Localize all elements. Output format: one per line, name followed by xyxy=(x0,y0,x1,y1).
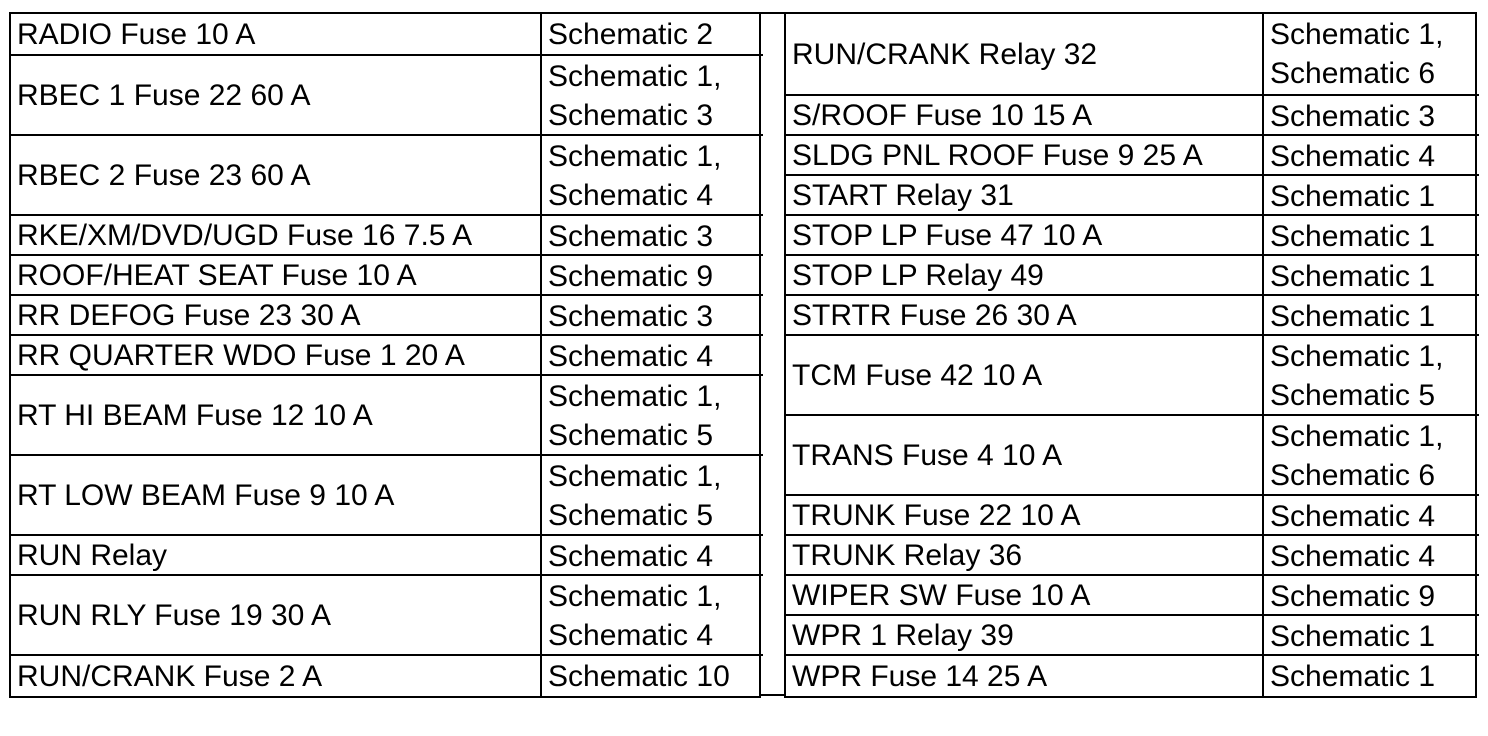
fuse-name-cell: STRTR Fuse 26 30 A xyxy=(786,294,1264,334)
schematic-ref-cell: Schematic 3 xyxy=(542,214,763,254)
schematic-ref-cell: Schematic 1 xyxy=(1264,654,1479,696)
fuse-name-cell: RBEC 2 Fuse 23 60 A xyxy=(11,134,542,214)
schematic-ref-cell: Schematic 1 xyxy=(1264,614,1479,654)
fuse-name-cell: RT HI BEAM Fuse 12 10 A xyxy=(11,374,542,454)
schematic-ref-cell: Schematic 10 xyxy=(542,654,763,696)
schematic-ref-cell: Schematic 4 xyxy=(1264,494,1479,534)
fuse-name-cell: TRANS Fuse 4 10 A xyxy=(786,414,1264,494)
schematic-ref-cell: Schematic 1 xyxy=(1264,294,1479,334)
fuse-name-cell: WIPER SW Fuse 10 A xyxy=(786,574,1264,614)
schematic-ref-cell: Schematic 4 xyxy=(542,334,763,374)
schematic-ref-cell: Schematic 4 xyxy=(542,534,763,574)
fuse-name-cell: STOP LP Fuse 47 10 A xyxy=(786,214,1264,254)
schematic-ref-cell: Schematic 1, Schematic 4 xyxy=(542,134,763,214)
fuse-name-cell: RKE/XM/DVD/UGD Fuse 16 7.5 A xyxy=(11,214,542,254)
fuse-name-cell: RT LOW BEAM Fuse 9 10 A xyxy=(11,454,542,534)
fuse-name-cell: START Relay 31 xyxy=(786,174,1264,214)
schematic-ref-cell: Schematic 1 xyxy=(1264,254,1479,294)
fuse-name-cell: TRUNK Fuse 22 10 A xyxy=(786,494,1264,534)
fuse-name-cell: TCM Fuse 42 10 A xyxy=(786,334,1264,414)
schematic-ref-cell: Schematic 4 xyxy=(1264,534,1479,574)
fuse-name-cell: WPR Fuse 14 25 A xyxy=(786,654,1264,696)
fuse-name-cell: TRUNK Relay 36 xyxy=(786,534,1264,574)
schematic-ref-cell: Schematic 3 xyxy=(1264,94,1479,134)
schematic-ref-cell: Schematic 1, Schematic 5 xyxy=(542,454,763,534)
fuse-name-cell: RUN RLY Fuse 19 30 A xyxy=(11,574,542,654)
fuse-name-cell: RBEC 1 Fuse 22 60 A xyxy=(11,54,542,134)
schematic-ref-cell: Schematic 1 xyxy=(1264,214,1479,254)
fuse-name-cell: RUN/CRANK Relay 32 xyxy=(786,14,1264,94)
schematic-ref-cell: Schematic 1, Schematic 6 xyxy=(1270,18,1444,90)
fuse-name-cell: ROOF/HEAT SEAT Fuse 10 A xyxy=(11,254,542,294)
fuse-name-cell: RUN Relay xyxy=(11,534,542,574)
schematic-ref-cell: Schematic 1, Schematic 5 xyxy=(1264,334,1479,414)
fuse-name-cell: RUN/CRANK Fuse 2 A xyxy=(11,654,542,696)
fuse-name-cell: STOP LP Relay 49 xyxy=(786,254,1264,294)
table-gap xyxy=(759,12,786,696)
schematic-ref-cell: Schematic 1, Schematic 5 xyxy=(542,374,763,454)
schematic-ref-cell: Schematic 1, Schematic 4 xyxy=(542,574,763,654)
fuse-name-cell: SLDG PNL ROOF Fuse 9 25 A xyxy=(786,134,1264,174)
schematic-ref-cell: Schematic 1, Schematic 3 xyxy=(542,54,763,134)
right-table xyxy=(784,12,1477,698)
fuse-name-cell: S/ROOF Fuse 10 15 A xyxy=(786,94,1264,134)
schematic-ref-cell: Schematic 4 xyxy=(1264,134,1479,174)
fuse-name-cell: RR QUARTER WDO Fuse 1 20 A xyxy=(11,334,542,374)
fuse-name-cell: RADIO Fuse 10 A xyxy=(11,14,542,54)
schematic-ref-cell: Schematic 2 xyxy=(548,18,714,51)
schematic-ref-cell: Schematic 1 xyxy=(1264,174,1479,214)
schematic-ref-cell: Schematic 9 xyxy=(1264,574,1479,614)
schematic-ref-cell: Schematic 3 xyxy=(542,294,763,334)
schematic-ref-cell: Schematic 9 xyxy=(542,254,763,294)
fuse-name-cell: WPR 1 Relay 39 xyxy=(786,614,1264,654)
left-table xyxy=(9,12,761,698)
schematic-ref-cell: Schematic 1, Schematic 6 xyxy=(1264,414,1479,494)
fuse-name-cell: RR DEFOG Fuse 23 30 A xyxy=(11,294,542,334)
